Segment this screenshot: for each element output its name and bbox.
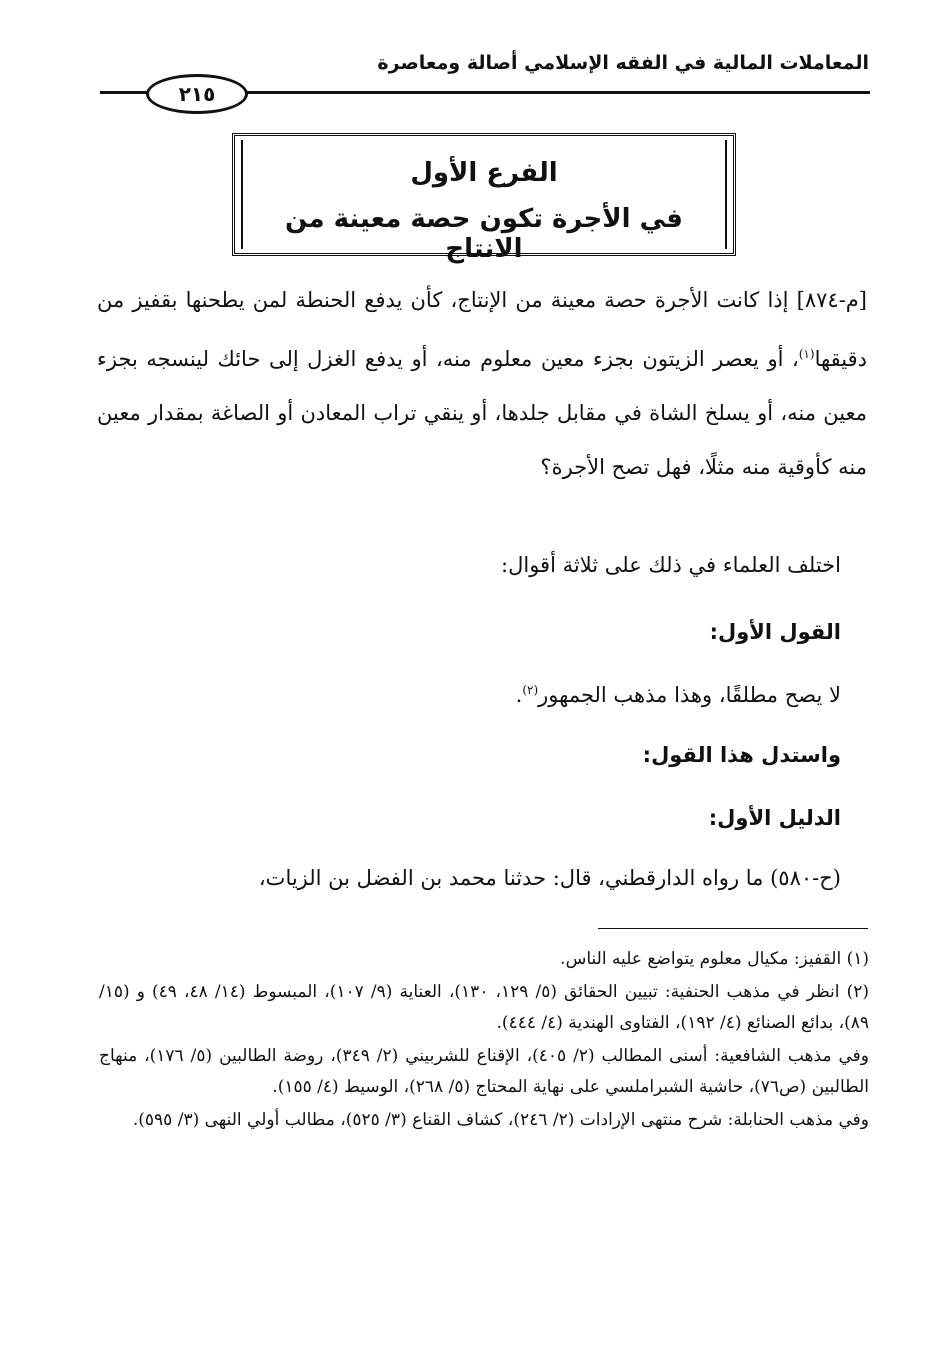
footnotes bbox=[99, 944, 869, 1138]
footnote-1-number: (١) bbox=[846, 949, 869, 969]
running-title: المعاملات المالية في الفقه الإسلامي أصالة ومعاصرة bbox=[377, 52, 869, 74]
footnote-1-text: القفيز: مكيال معلوم يتواضع عليه الناس. bbox=[560, 949, 842, 969]
footnote-2-number: (٢) bbox=[846, 982, 870, 1002]
evidence-heading: واستدل هذا القول: bbox=[642, 743, 841, 767]
footnote-1 bbox=[99, 944, 869, 975]
footnote-2 bbox=[99, 977, 869, 1039]
section-subtitle: في الأجرة تكون حصة معينة من الانتاج bbox=[285, 204, 683, 264]
first-opinion-period: . bbox=[515, 683, 523, 707]
footnote-ref-1[interactable]: (١) bbox=[798, 347, 815, 361]
section-title-box bbox=[232, 133, 736, 264]
issue-paragraph bbox=[97, 273, 867, 494]
title-box-inner-frame bbox=[241, 140, 727, 264]
footnote-2-text: انظر في مذهب الحنفية: تبيين الحقائق (٥/ ١٢٩، ١٣٠)، العناية (٩/ ١٠٧)، المبسوط (١٤/ ٤٨، ٤٩) و (١٥/ ٨٩)، بدائع الصنائع (٤/ ١٩٢)، الفتاوى الهندية (٤/ ٤٤٤). bbox=[99, 982, 869, 1033]
first-opinion-heading: القول الأول: bbox=[709, 620, 841, 644]
first-opinion-statement: لا يصح مطلقًا، وهذا مذهب الجمهور bbox=[538, 683, 841, 707]
footnote-2-hanbali-text: وفي مذهب الحنابلة: شرح منتهى الإرادات (٢/ ٢٤٦)، كشاف القناع (٣/ ٥٢٥)، مطالب أولي النهى (٣/ ٥٩٥). bbox=[132, 1110, 869, 1130]
section-title: الفرع الأول bbox=[410, 158, 558, 188]
footnote-2-shafii bbox=[99, 1041, 869, 1103]
footnote-ref-2[interactable]: (٢) bbox=[522, 683, 539, 697]
issue-text-part2: ، أو يعصر الزيتون بجزء معين معلوم منه، أو يدفع الغزل إلى حائك لينسجه بجزء معين منه، أو يسلخ الشاة في مقابل جلدها، أو ينقي تراب المعادن أو الصاغة بمقدار معين منه كأوقية منه مثلًا، فهل تصح الأجرة؟ bbox=[97, 347, 867, 479]
first-opinion-text bbox=[71, 683, 841, 707]
hadith-line: (ح-٥٨٠) ما رواه الدارقطني، قال: حدثنا محمد بن الفضل بن الزيات، bbox=[258, 866, 841, 890]
first-proof-heading: الدليل الأول: bbox=[708, 806, 841, 830]
issue-text-part1: [م-٨٧٤] إذا كانت الأجرة حصة معينة من الإنتاج، كأن يدفع الحنطة لمن يطحنها بقفيز من دقيقها bbox=[97, 288, 867, 371]
footnote-2-shafii-text: وفي مذهب الشافعية: أسنى المطالب (٢/ ٤٠٥)، الإقناع للشربيني (٢/ ٣٤٩)، روضة الطالبين (٥/ ١٧٦)، منهاج الطالبين (ص٧٦)، حاشية الشبراملسي على نهاية المحتاج (٥/ ٢٦٨)، الوسيط (٤/ ١٥٥). bbox=[99, 1046, 869, 1097]
disagreement-line: اختلف العلماء في ذلك على ثلاثة أقوال: bbox=[501, 553, 841, 577]
footnote-2-hanbali bbox=[99, 1105, 869, 1136]
footnote-separator bbox=[598, 928, 868, 929]
page-number: ٢١٥ bbox=[146, 74, 248, 114]
